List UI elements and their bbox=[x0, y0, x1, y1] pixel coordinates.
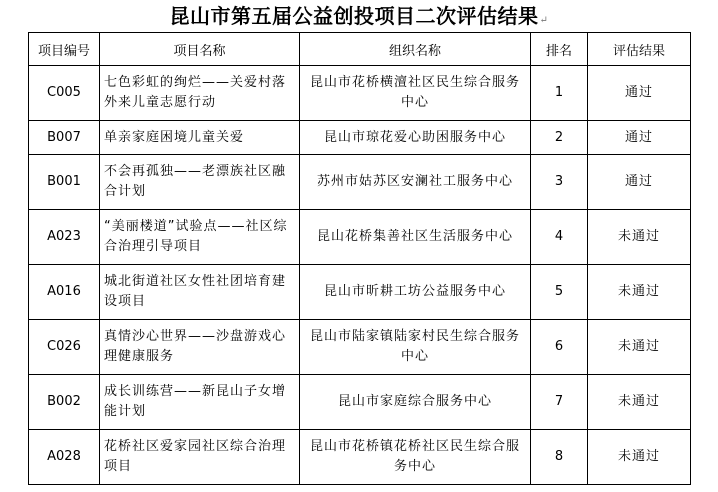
rank-cell: 1 bbox=[531, 66, 588, 121]
evaluation-result-cell: 未通过 bbox=[588, 430, 691, 485]
header-project-code: 项目编号 bbox=[29, 33, 100, 66]
table-row bbox=[29, 66, 691, 121]
project-code-cell: B007 bbox=[29, 121, 100, 155]
project-code-cell: A023 bbox=[29, 210, 100, 265]
rank-cell: 6 bbox=[531, 320, 588, 375]
header-organization-name: 组织名称 bbox=[300, 33, 531, 66]
table-row bbox=[29, 320, 691, 375]
evaluation-result-cell: 通过 bbox=[588, 121, 691, 155]
project-name-cell: 不会再孤独——老漂族社区融合计划 bbox=[100, 155, 300, 210]
rank-cell: 7 bbox=[531, 375, 588, 430]
project-name-cell: 成长训练营——新昆山子女增能计划 bbox=[100, 375, 300, 430]
evaluation-result-cell: 未通过 bbox=[588, 320, 691, 375]
project-name-cell: 真情沙心世界——沙盘游戏心理健康服务 bbox=[100, 320, 300, 375]
table-row bbox=[29, 155, 691, 210]
document-title-text: 昆山市第五届公益创投项目二次评估结果 bbox=[169, 4, 539, 28]
project-name-cell: 七色彩虹的绚烂——关爱村落外来儿童志愿行动 bbox=[100, 66, 300, 121]
organization-name-cell: 昆山市昕耕工坊公益服务中心 bbox=[300, 265, 531, 320]
project-code-cell: A016 bbox=[29, 265, 100, 320]
project-name-cell: 花桥社区爱家园社区综合治理项目 bbox=[100, 430, 300, 485]
evaluation-result-cell: 通过 bbox=[588, 155, 691, 210]
project-name-cell: 城北街道社区女性社团培育建设项目 bbox=[100, 265, 300, 320]
rank-cell: 2 bbox=[531, 121, 588, 155]
project-code-cell: C026 bbox=[29, 320, 100, 375]
table-row bbox=[29, 210, 691, 265]
rank-cell: 5 bbox=[531, 265, 588, 320]
header-project-name: 项目名称 bbox=[100, 33, 300, 66]
rank-cell: 3 bbox=[531, 155, 588, 210]
project-code-cell: A028 bbox=[29, 430, 100, 485]
header-rank: 排名 bbox=[531, 33, 588, 66]
document-title bbox=[0, 2, 718, 35]
evaluation-result-cell: 未通过 bbox=[588, 375, 691, 430]
header-evaluation-result: 评估结果 bbox=[588, 33, 691, 66]
organization-name-cell: 昆山市花桥横澶社区民生综合服务中心 bbox=[300, 66, 531, 121]
evaluation-result-cell: 通过 bbox=[588, 66, 691, 121]
project-code-cell: B001 bbox=[29, 155, 100, 210]
table-row bbox=[29, 121, 691, 155]
paragraph-mark-icon: ↵ bbox=[539, 15, 549, 26]
project-name-cell: “美丽楼道”试验点——社区综合治理引导项目 bbox=[100, 210, 300, 265]
organization-name-cell: 昆山市琼花爱心助困服务中心 bbox=[300, 121, 531, 155]
results-table bbox=[28, 32, 691, 485]
table-row bbox=[29, 375, 691, 430]
organization-name-cell: 昆山市花桥镇花桥社区民生综合服务中心 bbox=[300, 430, 531, 485]
table-header-row bbox=[29, 33, 691, 66]
organization-name-cell: 苏州市姑苏区安澜社工服务中心 bbox=[300, 155, 531, 210]
rank-cell: 4 bbox=[531, 210, 588, 265]
project-code-cell: C005 bbox=[29, 66, 100, 121]
organization-name-cell: 昆山花桥集善社区生活服务中心 bbox=[300, 210, 531, 265]
organization-name-cell: 昆山市陆家镇陆家村民生综合服务中心 bbox=[300, 320, 531, 375]
organization-name-cell: 昆山市家庭综合服务中心 bbox=[300, 375, 531, 430]
table-row bbox=[29, 265, 691, 320]
rank-cell: 8 bbox=[531, 430, 588, 485]
evaluation-result-cell: 未通过 bbox=[588, 210, 691, 265]
table-row bbox=[29, 430, 691, 485]
project-name-cell: 单亲家庭困境儿童关爱 bbox=[100, 121, 300, 155]
evaluation-result-cell: 未通过 bbox=[588, 265, 691, 320]
project-code-cell: B002 bbox=[29, 375, 100, 430]
